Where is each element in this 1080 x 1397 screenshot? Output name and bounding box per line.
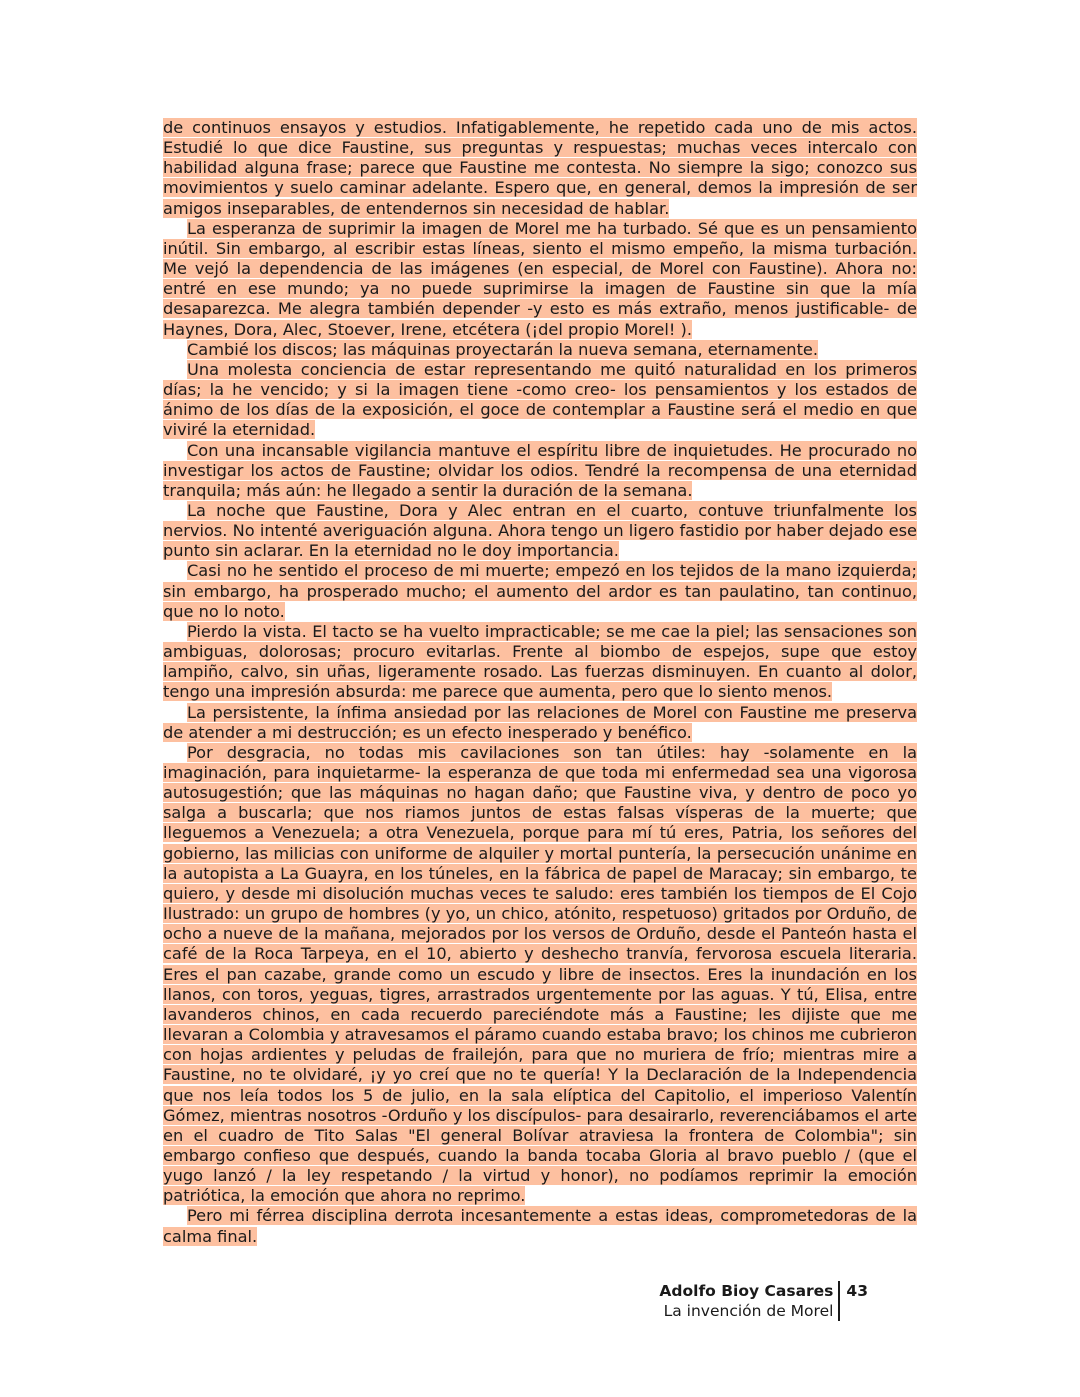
highlighted-text: Casi no he sentido el proceso de mi muerte; empezó en los tejidos de la mano izquierda; sin embargo, ha prosperado mucho; el aumento del ardor es tan paulatino, tan continuo, que no lo noto. [163, 561, 917, 621]
paragraph-5 [163, 441, 917, 501]
book-title: La invención de Morel [663, 1302, 834, 1320]
paragraph-2 [163, 219, 917, 340]
paragraph-8 [163, 622, 917, 703]
highlighted-text: Con una incansable vigilancia mantuve el espíritu libre de inquietudes. He procurado no investigar los actos de Faustine; olvidar los odios. Tendré la recompensa de una eternidad tranquila; más aún: he llegado a sentir la duración de la semana. [163, 440, 917, 500]
highlighted-text: La persistente, la ínfima ansiedad por las relaciones de Morel con Faustine me preserva de atender a mi destrucción; es un efecto inesperado y benéfico. [163, 702, 917, 742]
highlighted-text: Pierdo la vista. El tacto se ha vuelto impracticable; se me cae la piel; las sensaciones son ambiguas, dolorosas; procuro evitarlas. Frente al biombo de espejos, supe que estoy lampiño, calvo, sin uñas, ligeramente rosado. Las fuerzas disminuyen. En cuanto al dolor, tengo una impresión absurda: me parece que aumenta, pero que lo siento menos. [163, 621, 917, 702]
paragraph-3 [163, 340, 917, 360]
page-footer [659, 1281, 868, 1321]
highlighted-text: Por desgracia, no todas mis cavilaciones son tan útiles: hay -solamente en la imaginación, para inquietarme- la esperanza de que toda mi enfermedad sea una vigorosa autosugestión; que las máquinas no hagan daño; que Faustine viva, y dentro de poco yo salga a buscarla; que nos riamos juntos de estas falsas vísperas de la muerte; que lleguemos a Venezuela; a otra Venezuela, porque para mí tú eres, Patria, los señores del gobierno, las milicias con uniforme de alquiler y mortal puntería, la persecución unánime en la autopista a La Guayra, en los túneles, en la fábrica de papel de Maracay; sin embargo, te quiero, y desde mi disolución muchas veces te saludo: eres también los tiempos de El Cojo Ilustrado: un grupo de hombres (y yo, un chico, atónito, respetuoso) gritados por Orduño, de ocho a nueve de la mañana, mejorados por los versos de Orduño, desde el Panteón hasta el café de la Roca Tarpeya, en el 10, abierto y deshecho tranvía, fervorosa escuela literaria. Eres el pan cazabe, grande como un escudo y libre de insectos. Eres la inundación en los llanos, con toros, yeguas, tigres, arrastrados urgentemente por las aguas. Y tú, Elisa, entre lavanderos chinos, en cada recuerdo pareciéndote más a Faustine; les dijiste que me llevaran a Colombia y atravesamos el páramo cuando estaba bravo; los chinos me cubrieron con hojas ardientes y peludas de frailejón, para que no muriera de frío; mientras mire a Faustine, no te olvidaré, ¡y yo creí que no te quería! Y la Declaración de la Independencia que nos leía todos los 5 de julio, en la sala elíptica del Capitolio, el imperioso Valentín Gómez, mientras nosotros -Orduño y los discípulos- para desairarlo, reverenciábamos el arte en el cuadro de Tito Salas "El general Bolívar atraviesa la frontera de Colombia"; sin embargo confieso que después, cuando la banda tocaba Gloria al bravo pueblo / (que el yugo lanzó / la ley respetando / la virtud y honor), no podíamos reprimir la emoción patriótica, la emoción que ahora no reprimo. [163, 742, 917, 1206]
highlighted-text: La noche que Faustine, Dora y Alec entran en el cuarto, contuve triunfalmente los nervios. No intenté averiguación alguna. Ahora tengo un ligero fastidio por haber dejado ese punto sin aclarar. En la eternidad no le doy importancia. [163, 500, 917, 561]
paragraph-7 [163, 561, 917, 621]
paragraph-4 [163, 360, 917, 441]
highlighted-text: de continuos ensayos y estudios. Infatigablemente, he repetido cada uno de mis actos. Estudié lo que dice Faustine, sus preguntas y respuestas; muchas veces intercalo con habilidad alguna frase; parece que Faustine me contesta. No siempre la sigo; conozco sus movimientos y suelo caminar adelante. Espero que, en general, demos la impresión de ser amigos inseparables, de entendernos sin necesidad de hablar. [163, 118, 917, 218]
paragraph-11 [163, 1206, 917, 1246]
page-body [163, 118, 917, 1247]
paragraph-6 [163, 501, 917, 561]
highlighted-text: Una molesta conciencia de estar representando me quitó naturalidad en los primeros días; la he vencido; y si la imagen tiene -como creo- los pensamientos y los estados de ánimo de los días de la exposición, el goce de contemplar a Faustine será el medio en que viviré la eternidad. [163, 359, 917, 440]
highlighted-text: Pero mi férrea disciplina derrota incesantemente a estas ideas, comprometedoras de la calma final. [163, 1206, 917, 1246]
paragraph-10 [163, 743, 917, 1207]
author-name: Adolfo Bioy Casares [659, 1282, 834, 1300]
highlighted-text: Cambié los discos; las máquinas proyectarán la nueva semana, eternamente. [187, 339, 819, 359]
footer-credits [659, 1281, 840, 1321]
highlighted-text: La esperanza de suprimir la imagen de Morel me ha turbado. Sé que es un pensamiento inútil. Sin embargo, al escribir estas líneas, siento el mismo empeño, la misma turbación. Me vejó la dependencia de las imágenes (en especial, de Morel con Faustine). Ahora no: entré en ese mundo; ya no puede suprimirse la imagen de Faustine sin que la mía desaparezca. Me alegra también depender -y esto es más extraño, menos justificable- de Haynes, Dora, Alec, Stoever, Irene, etcétera (¡del propio Morel! ). [163, 218, 917, 339]
paragraph-1 [163, 118, 917, 219]
paragraph-9 [163, 703, 917, 743]
page-number: 43 [846, 1282, 868, 1300]
